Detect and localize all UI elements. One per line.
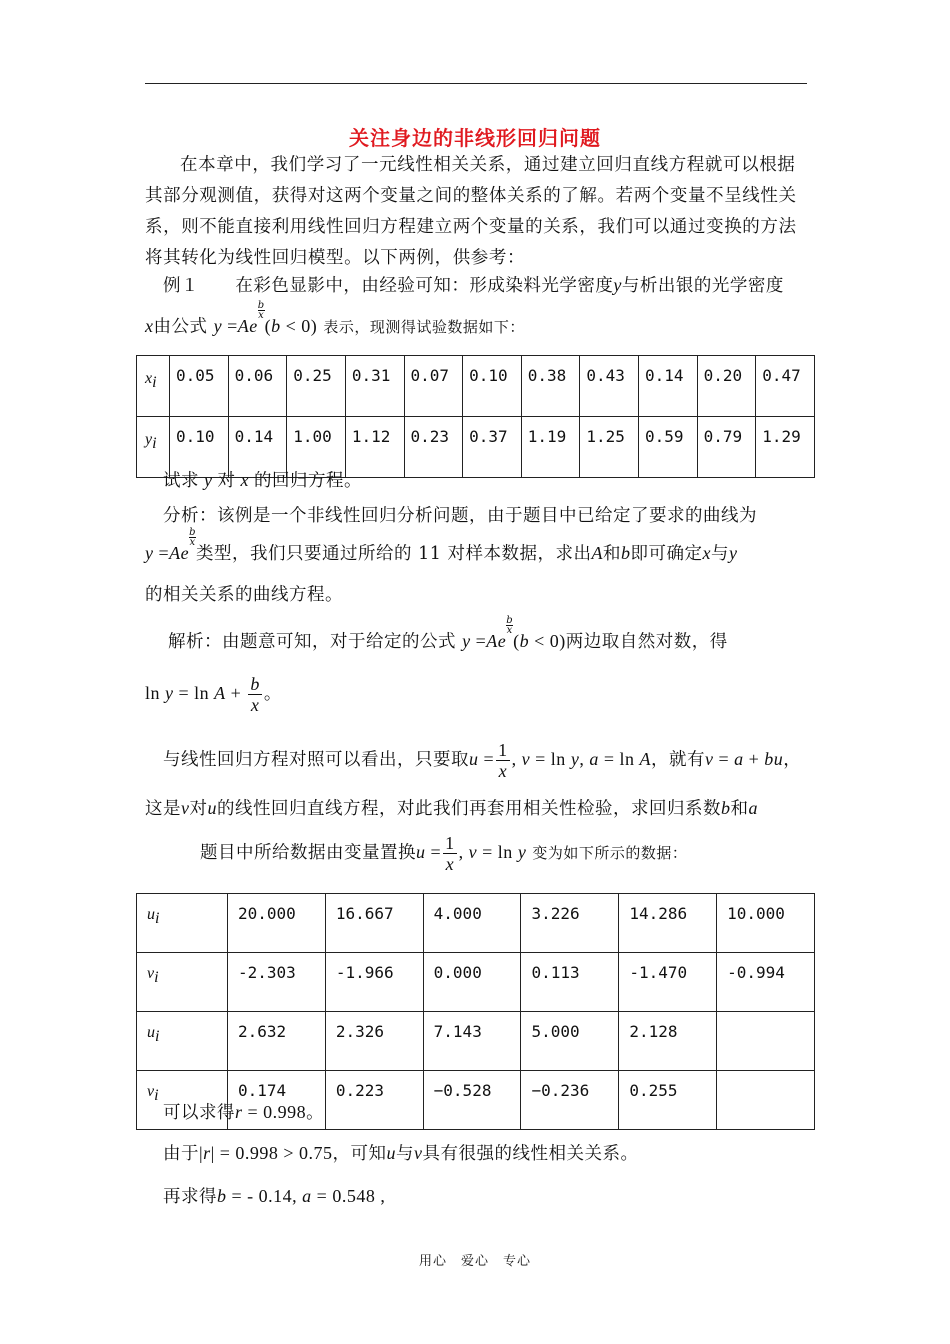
table-cell — [717, 1012, 815, 1071]
row-header: $u_i$ — [137, 1012, 228, 1071]
table-cell: 0.37 — [463, 417, 522, 478]
compare-text-g: 和 — [730, 799, 749, 819]
table-cell: 1.12 — [345, 417, 404, 478]
table-row — [137, 894, 815, 953]
table-cell: -1.966 — [325, 953, 423, 1012]
table-cell: 0.31 — [345, 356, 404, 417]
page-footer: 用心 爱心 专心 — [418, 1254, 531, 1269]
table-cell: 0.174 — [228, 1071, 326, 1130]
table-cell: −0.236 — [521, 1071, 619, 1130]
table-cell: 0.14 — [228, 417, 287, 478]
question-text-a: 试求 — [163, 471, 199, 491]
result-text-d: 与 — [396, 1144, 415, 1164]
row-header-var: v — [147, 1083, 155, 1100]
result-text-e: 具有很强的线性相关关系。 — [422, 1144, 639, 1164]
table-cell: 10.000 — [717, 894, 815, 953]
table-cell: 0.06 — [228, 356, 287, 417]
table-cell: 0.113 — [521, 953, 619, 1012]
analysis-text-d: 即可确定 — [630, 544, 703, 564]
table-cell: 0.07 — [404, 356, 463, 417]
solution-line-1: 解析：由题意可知，对于给定的公式 y =Ae $\frac{b}{x}$ (b < 0)两边取自然对数，得 — [168, 615, 728, 652]
table-cell: 0.05 — [170, 356, 229, 417]
r-value: 0.998 — [263, 1102, 307, 1122]
a-value: 0.548 — [332, 1186, 376, 1206]
b-value: - 0.14 — [247, 1186, 293, 1206]
example-text-1: 在彩色显影中，由经验可知：形成染料光学密度 — [235, 276, 614, 296]
solution-text-a: 解析：由题意可知，对于给定的公式 — [168, 632, 456, 652]
example-label: 例１ — [163, 276, 199, 296]
table-cell: 1.19 — [521, 417, 580, 478]
analysis-text-f: 的相关关系的曲线方程。 — [145, 585, 343, 605]
table-cell: 2.632 — [228, 1012, 326, 1071]
table-cell: 0.10 — [463, 356, 522, 417]
compare-text-c: ， — [783, 750, 802, 770]
analysis-text-e: 与 — [710, 544, 729, 564]
result-line-1: 可以求得r = 0.998。 — [163, 1102, 325, 1123]
result-text-a: 可以求得 — [163, 1103, 235, 1123]
table-cell: 1.25 — [580, 417, 639, 478]
table-cell: 0.25 — [287, 356, 346, 417]
data-table-xy — [136, 355, 815, 478]
row-header: $v_i$ — [137, 1071, 228, 1130]
table-cell: 20.000 — [228, 894, 326, 953]
analysis-line-3 — [145, 581, 343, 606]
table-cell: -0.994 — [717, 953, 815, 1012]
transform-text-a: 题目中所给数据由变量置换 — [200, 843, 416, 863]
example-text-4: 表示，现测得试验数据如下： — [323, 318, 525, 336]
x-row — [137, 356, 815, 417]
row-header: $y_i$ — [137, 417, 170, 478]
row-header: $u_i$ — [137, 894, 228, 953]
row-header-var: x — [145, 370, 153, 387]
table-cell: −0.528 — [423, 1071, 521, 1130]
table-row — [137, 1012, 815, 1071]
row-header-var: y — [145, 431, 153, 448]
analysis-line-2: y =Ae $\frac{b}{x}$ 类型，我们只要通过所给的 11 对样本数据，求出A和b即可确定x与y — [145, 527, 738, 564]
question-text-c: 的回归方程。 — [254, 471, 362, 491]
result-text-b: 由于 — [163, 1144, 199, 1164]
table-cell: 0.59 — [639, 417, 698, 478]
page-title: 关注身边的非线形回归问题 — [349, 126, 601, 150]
question-line: 试求 y 对 x 的回归方程。 — [163, 470, 362, 491]
transform-line: 题目中所给数据由变量置换u = $\frac{1}{x}$ , v = ln y 变为如下所示的数据： — [200, 833, 688, 874]
table-cell: 0.79 — [697, 417, 756, 478]
data-table-uv — [136, 893, 815, 1130]
compare-text-e: 对 — [189, 799, 208, 819]
table-cell: 16.667 — [325, 894, 423, 953]
solution-text-c: 。 — [263, 684, 282, 704]
row-header-var: u — [147, 1024, 155, 1041]
table-cell: 0.14 — [639, 356, 698, 417]
row-header: $x_i$ — [137, 356, 170, 417]
table-cell: 7.143 — [423, 1012, 521, 1071]
table-cell: 5.000 — [521, 1012, 619, 1071]
table-cell: 0.38 — [521, 356, 580, 417]
row-header-var: u — [147, 906, 155, 923]
abs-r-value: 0.998 — [235, 1143, 279, 1163]
question-text-b: 对 — [217, 471, 236, 491]
table-cell: 0.20 — [697, 356, 756, 417]
example-line-2: x由公式 y =Ae $\frac{b}{x}$ (b < 0) 表示，现测得试验数据如下： — [145, 300, 525, 337]
table-cell: 14.286 — [619, 894, 717, 953]
table-cell: 0.47 — [756, 356, 815, 417]
table-cell: 0.255 — [619, 1071, 717, 1130]
example-text-2: 与析出银的光学密度 — [621, 276, 784, 296]
table-cell — [717, 1071, 815, 1130]
row-header-var: v — [147, 965, 155, 982]
row-header: $v_i$ — [137, 953, 228, 1012]
table-cell: 2.326 — [325, 1012, 423, 1071]
compare-text-d: 这是 — [145, 799, 181, 819]
table-row — [137, 953, 815, 1012]
result-text-f: 再求得 — [163, 1187, 217, 1207]
compare-line-2: 这是v对u的线性回归直线方程，对此我们再套用相关性检验，求回归系数b和a — [145, 798, 758, 819]
table-cell: 0.43 — [580, 356, 639, 417]
table-cell: 1.00 — [287, 417, 346, 478]
transform-text-b: 变为如下所示的数据： — [532, 844, 688, 862]
result-line-3: 再求得b = - 0.14, a = 0.548 , — [163, 1186, 386, 1207]
header-rule — [145, 83, 807, 84]
compare-text-a: 与线性回归方程对照可以看出，只要取 — [163, 750, 469, 770]
intro-paragraph: 在本章中，我们学习了一元线性相关关系，通过建立回归直线方程就可以根据其部分观测值，获得对这两个变量之间的整体关系的了解。若两个变量不呈线性关系，则不能直接利用线性回归方程建立两个变量的关系，我们可以通过变换的方法将其转化为线性回归模型。以下两例，供参考： — [145, 155, 797, 268]
table-cell: 0.223 — [325, 1071, 423, 1130]
analysis-text-a: 分析：该例是一个非线性回归分析问题，由于题目中已给定了要求的曲线为 — [163, 506, 757, 526]
analysis-line-1 — [163, 502, 757, 527]
solution-text-b: 两边取自然对数，得 — [565, 632, 728, 652]
table-cell: 3.226 — [521, 894, 619, 953]
compare-text-f: 的线性回归直线方程，对此我们再套用相关性检验，求回归系数 — [217, 799, 721, 819]
table-cell: 2.128 — [619, 1012, 717, 1071]
result-text-c: ，可知 — [332, 1144, 387, 1164]
table-cell: -1.470 — [619, 953, 717, 1012]
table-cell: 0.10 — [170, 417, 229, 478]
compare-line-1: 与线性回归方程对照可以看出，只要取u = $\frac{1}{x}$ , v = ln y, a = ln A，就有v = a + bu， — [163, 740, 802, 781]
example-text-3: 由公式 — [153, 317, 208, 337]
table-cell: -2.303 — [228, 953, 326, 1012]
example-line-1: 例１ 在彩色显影中，由经验可知：形成染料光学密度y与析出银的光学密度 — [163, 275, 784, 296]
compare-text-b: ，就有 — [650, 750, 705, 770]
table-cell: 1.29 — [756, 417, 815, 478]
analysis-text-b: 类型，我们只要通过所给的 11 对样本数据，求出 — [196, 544, 592, 564]
table-cell: 0.000 — [423, 953, 521, 1012]
solution-line-2: ln y = ln A + $\frac{b}{x}$ 。 — [145, 674, 282, 715]
result-line-2: 由于|r| = 0.998 > 0.75，可知u与v具有很强的线性相关关系。 — [163, 1143, 639, 1164]
table-cell: 4.000 — [423, 894, 521, 953]
table-cell: 0.23 — [404, 417, 463, 478]
analysis-text-c: 和 — [602, 544, 621, 564]
